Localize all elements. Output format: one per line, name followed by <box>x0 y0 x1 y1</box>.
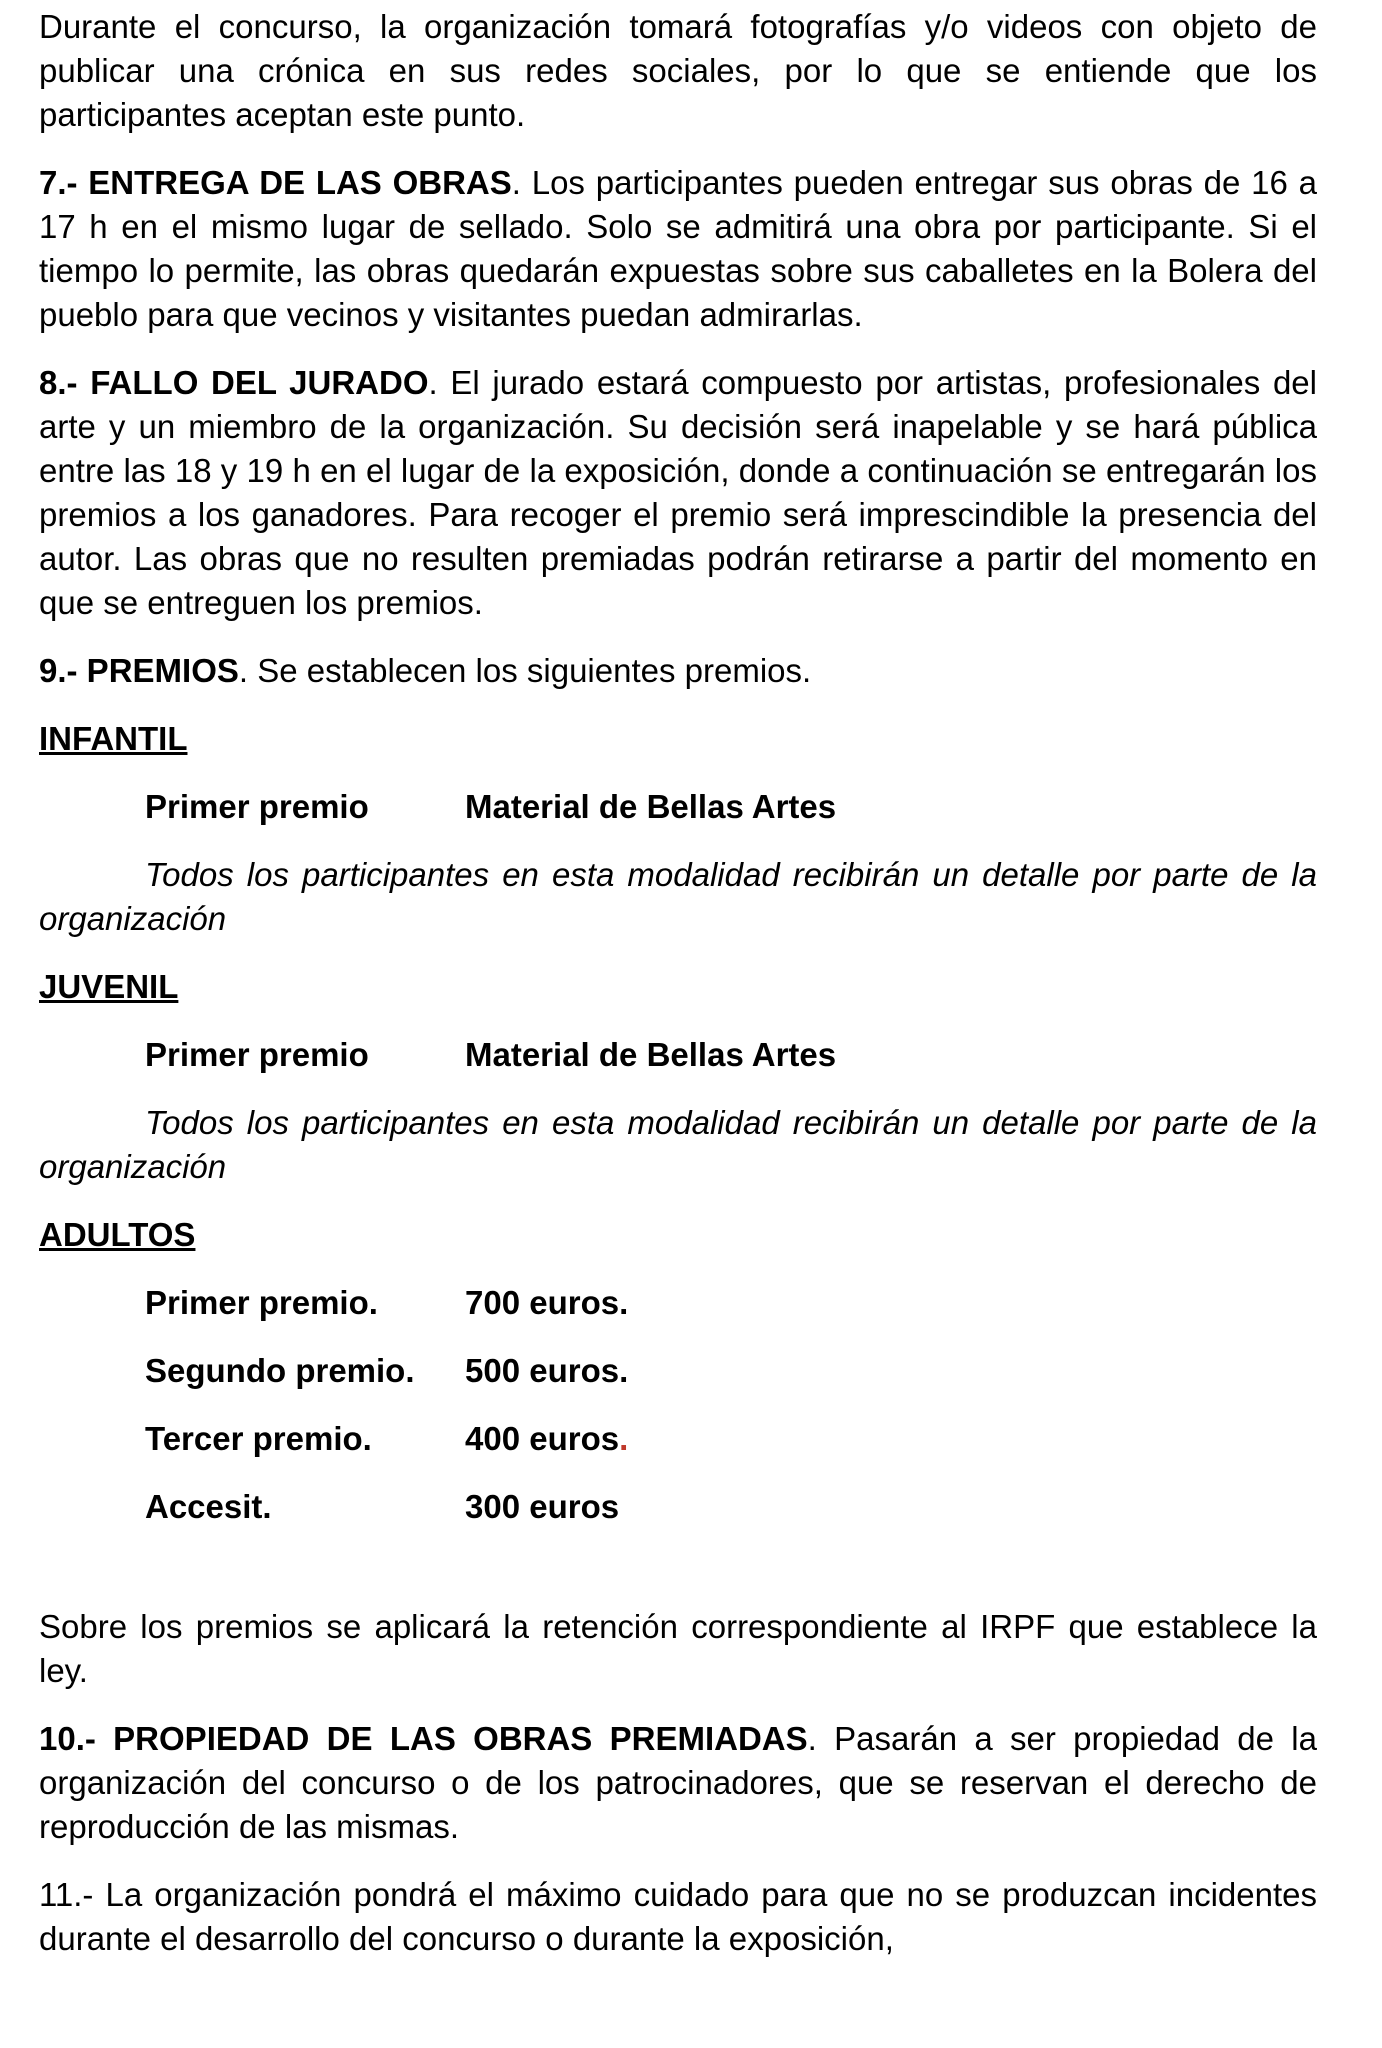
juvenil-heading: JUVENIL <box>39 968 179 1005</box>
adultos-heading: ADULTOS <box>39 1216 196 1253</box>
infantil-prize-label: Primer premio <box>145 788 369 825</box>
section-7-title: 7.- ENTREGA DE LAS OBRAS <box>39 164 512 201</box>
adultos-prize-suffix: . <box>619 1420 629 1457</box>
juvenil-prize-value: Material de Bellas Artes <box>465 1036 837 1073</box>
section-10-title: 10.- PROPIEDAD DE LAS OBRAS PREMIADAS <box>39 1720 808 1757</box>
section-8-title: 8.- FALLO DEL JURADO <box>39 364 429 401</box>
section-9-text: . Se establecen los siguientes premios. <box>238 652 812 689</box>
adultos-prize-label: Primer premio. <box>145 1284 378 1321</box>
section-10-paragraph <box>39 1717 1317 1849</box>
adultos-prize-row-3 <box>39 1417 1317 1461</box>
adultos-prize-value: 500 euros. <box>465 1352 629 1389</box>
section-10-text: . Pasarán a ser propiedad de la organización del concurso o de los patrocinadores, que se reservan el derecho de reproducción de las mismas. <box>39 1720 1317 1845</box>
infantil-prize-row <box>39 785 1317 829</box>
adultos-prize-row-2 <box>39 1349 1317 1393</box>
section-9-paragraph <box>39 649 1317 693</box>
adultos-prize-label: Segundo premio. <box>145 1352 415 1389</box>
adultos-prize-value: 700 euros. <box>465 1284 629 1321</box>
section-7-text: . Los participantes pueden entregar sus obras de 16 a 17 h en el mismo lugar de sellado. Solo se admitirá una obra por participante. Si el tiempo lo permite, las obras quedarán expuestas sobre sus caballetes en la Bolera del pueblo para que vecinos y visitantes puedan admirarlas. <box>39 164 1317 333</box>
adultos-prize-value <box>465 1417 628 1461</box>
section-9-title: 9.- PREMIOS <box>39 652 239 689</box>
section-7-paragraph <box>39 161 1317 337</box>
infantil-note: Todos los participantes en esta modalidad recibirán un detalle por parte de la organización <box>39 856 1317 937</box>
section-11-paragraph: 11.- La organización pondrá el máximo cuidado para que no se produzcan incidentes durante el desarrollo del concurso o durante la exposición, <box>39 1876 1317 1957</box>
section-8-paragraph <box>39 361 1317 625</box>
adultos-prize-value: 300 euros <box>465 1488 620 1525</box>
juvenil-prize-label: Primer premio <box>145 1036 369 1073</box>
adultos-prize-amount: 400 euros <box>465 1420 620 1457</box>
juvenil-prize-row <box>39 1033 1317 1077</box>
adultos-prize-label: Accesit. <box>145 1488 272 1525</box>
infantil-prize-value: Material de Bellas Artes <box>465 788 837 825</box>
adultos-prize-label: Tercer premio. <box>145 1420 372 1457</box>
retencion-paragraph: Sobre los premios se aplicará la retención correspondiente al IRPF que establece la ley. <box>39 1608 1317 1689</box>
adultos-prize-row-4 <box>39 1485 1317 1529</box>
juvenil-note: Todos los participantes en esta modalidad recibirán un detalle por parte de la organización <box>39 1104 1317 1185</box>
infantil-heading: INFANTIL <box>39 720 188 757</box>
section-8-text: . El jurado estará compuesto por artistas, profesionales del arte y un miembro de la organización. Su decisión será inapelable y se hará pública entre las 18 y 19 h en el lugar de la exposición, donde a continuación se entregarán los premios a los ganadores. Para recoger el premio será imprescindible la presencia del autor. Las obras que no resulten premiadas podrán retirarse a partir del momento en que se entreguen los premios. <box>39 364 1317 621</box>
adultos-prize-row-1 <box>39 1281 1317 1325</box>
intro-paragraph: Durante el concurso, la organización tomará fotografías y/o videos con objeto de publicar una crónica en sus redes sociales, por lo que se entiende que los participantes aceptan este punto. <box>39 8 1317 133</box>
